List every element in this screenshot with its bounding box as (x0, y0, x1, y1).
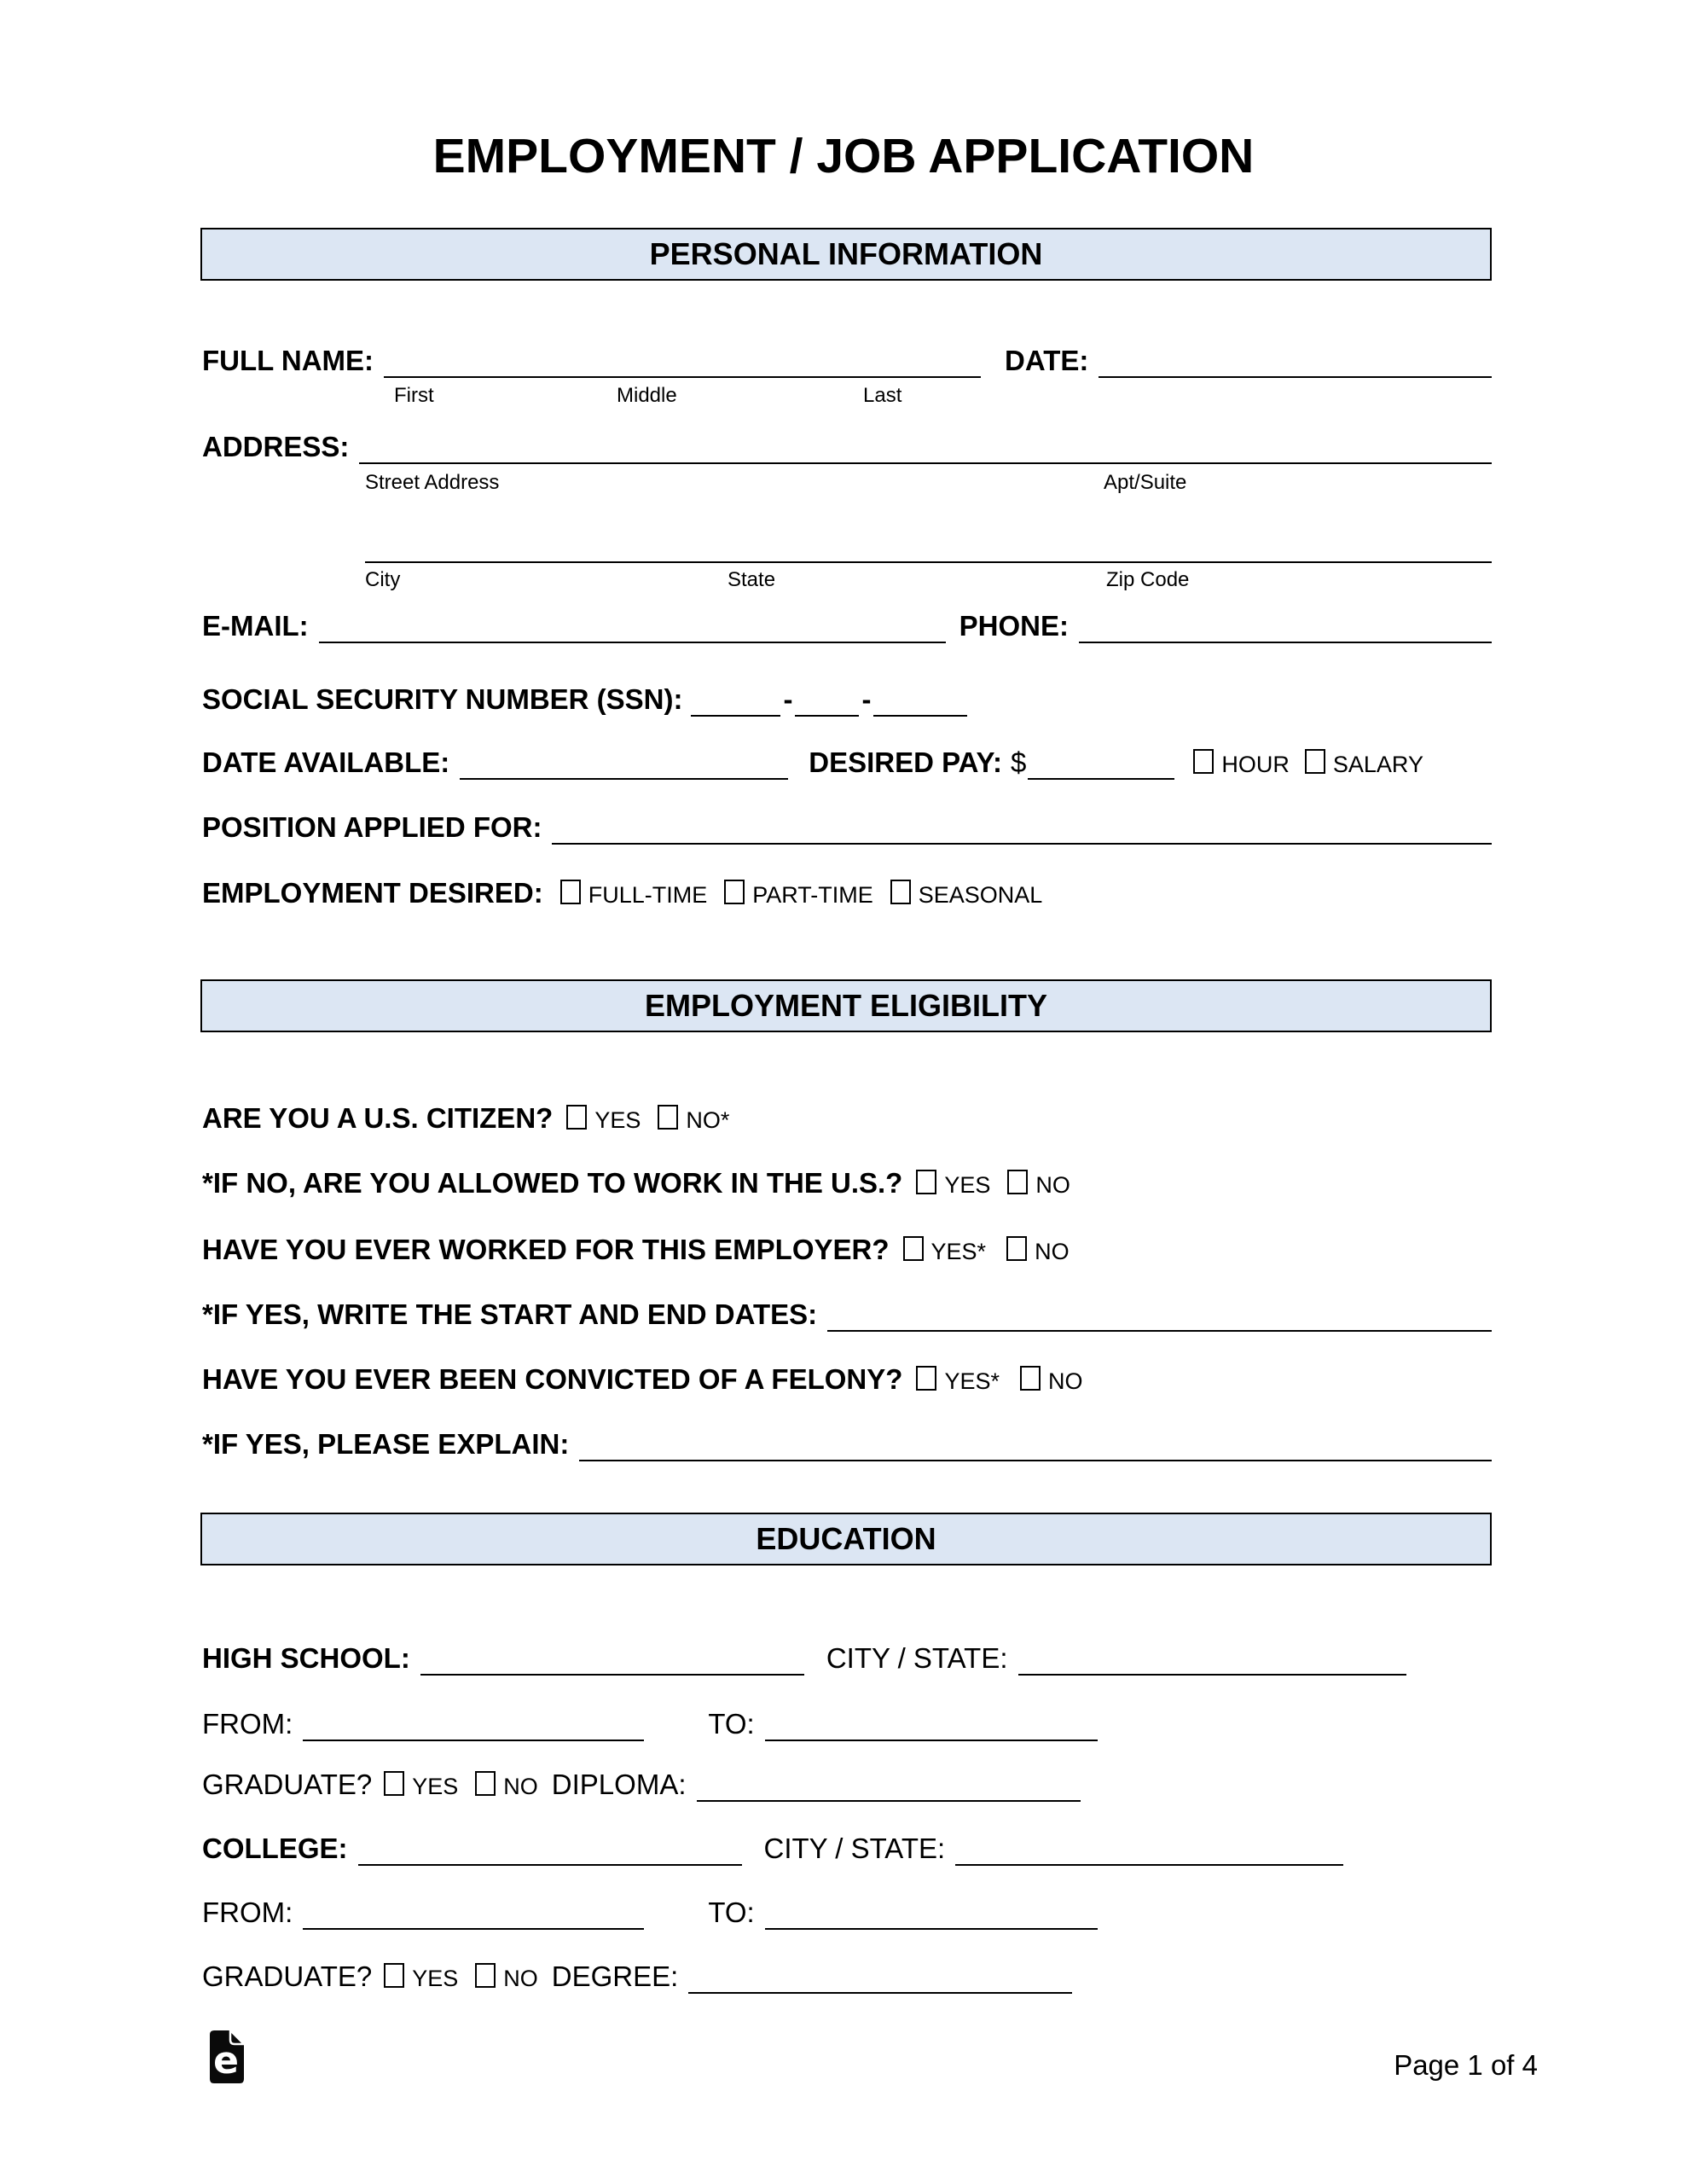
date-label: DATE: (1005, 345, 1089, 376)
college-input-line[interactable] (358, 1833, 742, 1866)
middle-sublabel: Middle (617, 384, 677, 407)
hs-graduate-yes-checkbox[interactable] (384, 1771, 404, 1796)
full-time-option (560, 880, 708, 910)
allowed-to-work-question-label: *IF NO, ARE YOU ALLOWED TO WORK IN THE U.S.? (202, 1167, 903, 1199)
college-graduate-no-label: NO (503, 1966, 538, 1991)
street-address-input-line[interactable] (359, 432, 1492, 464)
felony-question-label: HAVE YOU EVER BEEN CONVICTED OF A FELONY? (202, 1363, 903, 1395)
salary-option (1305, 749, 1423, 780)
city-state-zip-input-line[interactable] (365, 531, 1492, 563)
ssn-input-line-2[interactable] (795, 684, 859, 717)
college-graduate-yes-label: YES (412, 1966, 459, 1991)
hs-to-label: TO: (708, 1708, 755, 1740)
city-sublabel: City (365, 568, 401, 591)
seasonal-option (890, 880, 1043, 910)
worked-no-option (1006, 1236, 1070, 1267)
position-input-line[interactable] (552, 812, 1492, 845)
section-header-personal-information: PERSONAL INFORMATION (200, 228, 1492, 281)
citizen-yes-option (566, 1105, 641, 1136)
ssn-separator: - (861, 683, 872, 715)
full-time-checkbox[interactable] (560, 880, 581, 904)
allowed-to-work-question-row (202, 1159, 1492, 1200)
full-name-label: FULL NAME: (202, 345, 374, 376)
citizen-yes-checkbox[interactable] (566, 1105, 587, 1130)
state-sublabel: State (728, 568, 776, 591)
position-row (202, 804, 1492, 845)
ssn-label: SOCIAL SECURITY NUMBER (SSN): (202, 683, 683, 715)
hour-option (1193, 749, 1290, 780)
address-row-2 (365, 522, 1492, 563)
citizen-no-checkbox[interactable] (658, 1105, 678, 1130)
ssn-separator: - (783, 683, 793, 715)
high-school-row (202, 1635, 1492, 1676)
hs-graduate-no-checkbox[interactable] (475, 1771, 496, 1796)
college-from-input-line[interactable] (303, 1897, 644, 1930)
employment-desired-row (202, 869, 1492, 910)
start-end-dates-row (202, 1291, 1492, 1332)
hs-to-input-line[interactable] (765, 1709, 1098, 1741)
felony-explain-row (202, 1420, 1492, 1461)
college-label: COLLEGE: (202, 1833, 348, 1864)
worked-no-label: NO (1035, 1239, 1070, 1264)
start-end-dates-label: *IF YES, WRITE THE START AND END DATES: (202, 1298, 818, 1330)
degree-label: DEGREE: (551, 1960, 679, 1992)
high-school-input-line[interactable] (420, 1643, 804, 1676)
part-time-option-label: PART-TIME (752, 882, 873, 908)
citizen-no-option (658, 1105, 729, 1136)
position-applied-label: POSITION APPLIED FOR: (202, 811, 542, 843)
apt-suite-sublabel: Apt/Suite (1104, 471, 1187, 494)
felony-yes-checkbox[interactable] (916, 1366, 936, 1391)
high-school-dates-row (202, 1700, 1492, 1741)
allowed-no-checkbox[interactable] (1007, 1170, 1028, 1194)
worked-yes-label: YES* (930, 1239, 987, 1264)
felony-no-label: NO (1047, 1368, 1083, 1394)
felony-yes-option (916, 1366, 1000, 1397)
salary-option-label: SALARY (1332, 752, 1423, 777)
hs-graduate-label: GRADUATE? (202, 1769, 373, 1800)
hour-option-label: HOUR (1221, 752, 1290, 777)
street-address-sublabel: Street Address (365, 471, 500, 494)
allowed-no-option (1007, 1170, 1070, 1200)
address-row (202, 423, 1492, 464)
date-input-line[interactable] (1099, 346, 1492, 378)
college-graduate-yes-checkbox[interactable] (384, 1963, 404, 1988)
college-to-input-line[interactable] (765, 1897, 1098, 1930)
last-sublabel: Last (863, 384, 902, 407)
worked-yes-checkbox[interactable] (903, 1236, 924, 1261)
section-header-employment-eligibility: EMPLOYMENT ELIGIBILITY (200, 979, 1492, 1032)
college-from-label: FROM: (202, 1896, 293, 1928)
college-to-label: TO: (708, 1896, 755, 1928)
eforms-logo (208, 2029, 246, 2085)
worked-no-checkbox[interactable] (1006, 1236, 1027, 1261)
currency-symbol: $ (1011, 746, 1027, 778)
felony-no-option (1020, 1366, 1083, 1397)
ssn-input-line-3[interactable] (873, 684, 967, 717)
section-header-education: EDUCATION (200, 1513, 1492, 1565)
college-city-state-input-line[interactable] (955, 1833, 1343, 1866)
diploma-input-line[interactable] (697, 1769, 1081, 1802)
hs-from-label: FROM: (202, 1708, 293, 1740)
email-phone-row (202, 602, 1492, 643)
ssn-input-line-1[interactable] (691, 684, 780, 717)
college-graduate-no-option (475, 1963, 538, 1994)
hs-city-state-label: CITY / STATE: (826, 1642, 1008, 1674)
allowed-no-label: NO (1035, 1172, 1070, 1198)
felony-question-row (202, 1356, 1492, 1397)
phone-input-line[interactable] (1079, 611, 1492, 643)
degree-input-line[interactable] (688, 1961, 1072, 1994)
part-time-option (724, 880, 873, 910)
college-graduate-label: GRADUATE? (202, 1960, 373, 1992)
page-title: EMPLOYMENT / JOB APPLICATION (432, 129, 1255, 183)
worked-yes-option (903, 1236, 987, 1267)
worked-before-question-label: HAVE YOU EVER WORKED FOR THIS EMPLOYER? (202, 1234, 890, 1265)
citizen-question-row (202, 1095, 1492, 1136)
hs-graduate-no-option (475, 1771, 538, 1802)
high-school-graduate-row (202, 1761, 1492, 1802)
seasonal-checkbox[interactable] (890, 880, 911, 904)
felony-explain-label: *IF YES, PLEASE EXPLAIN: (202, 1428, 570, 1460)
first-sublabel: First (394, 384, 434, 407)
page-number: Page 1 of 4 (1394, 2049, 1538, 2081)
citizen-no-label: NO* (686, 1107, 730, 1133)
allowed-yes-option (916, 1170, 990, 1200)
salary-checkbox[interactable] (1305, 749, 1325, 774)
college-city-state-label: CITY / STATE: (763, 1833, 946, 1864)
address-label: ADDRESS: (202, 431, 350, 462)
college-graduate-row (202, 1953, 1492, 1994)
allowed-yes-label: YES (944, 1172, 991, 1198)
hs-from-input-line[interactable] (303, 1709, 644, 1741)
full-time-option-label: FULL-TIME (588, 882, 708, 908)
citizen-question-label: ARE YOU A U.S. CITIZEN? (202, 1102, 554, 1134)
worked-before-question-row (202, 1226, 1492, 1267)
part-time-checkbox[interactable] (724, 880, 745, 904)
hs-graduate-yes-label: YES (412, 1774, 459, 1799)
seasonal-option-label: SEASONAL (918, 882, 1043, 908)
phone-label: PHONE: (959, 610, 1069, 642)
college-graduate-no-checkbox[interactable] (475, 1963, 496, 1988)
email-input-line[interactable] (319, 611, 946, 643)
email-label: E-MAIL: (202, 610, 309, 642)
college-row (202, 1825, 1492, 1866)
ssn-row (202, 676, 1492, 717)
felony-yes-label: YES* (944, 1368, 1000, 1394)
date-available-label: DATE AVAILABLE: (202, 746, 450, 778)
employment-desired-label: EMPLOYMENT DESIRED: (202, 877, 543, 909)
full-name-input-line[interactable] (384, 346, 981, 378)
desired-pay-label: DESIRED PAY: (809, 746, 1003, 778)
date-available-pay-row (202, 739, 1492, 780)
felony-no-checkbox[interactable] (1020, 1366, 1041, 1391)
college-graduate-yes-option (384, 1963, 458, 1994)
felony-explain-input-line[interactable] (579, 1429, 1492, 1461)
citizen-yes-label: YES (594, 1107, 641, 1133)
high-school-label: HIGH SCHOOL: (202, 1642, 410, 1674)
date-available-input-line[interactable] (460, 747, 788, 780)
college-dates-row (202, 1889, 1492, 1930)
hour-checkbox[interactable] (1193, 749, 1214, 774)
hs-city-state-input-line[interactable] (1018, 1643, 1406, 1676)
eforms-logo-letter: e (213, 2039, 239, 2082)
desired-pay-input-line[interactable] (1028, 747, 1174, 780)
hs-graduate-yes-option (384, 1771, 458, 1802)
full-name-row (202, 337, 1492, 378)
diploma-label: DIPLOMA: (551, 1769, 687, 1800)
zip-code-sublabel: Zip Code (1106, 568, 1190, 591)
hs-graduate-no-label: NO (503, 1774, 538, 1799)
start-end-dates-input-line[interactable] (827, 1299, 1492, 1332)
allowed-yes-checkbox[interactable] (916, 1170, 936, 1194)
